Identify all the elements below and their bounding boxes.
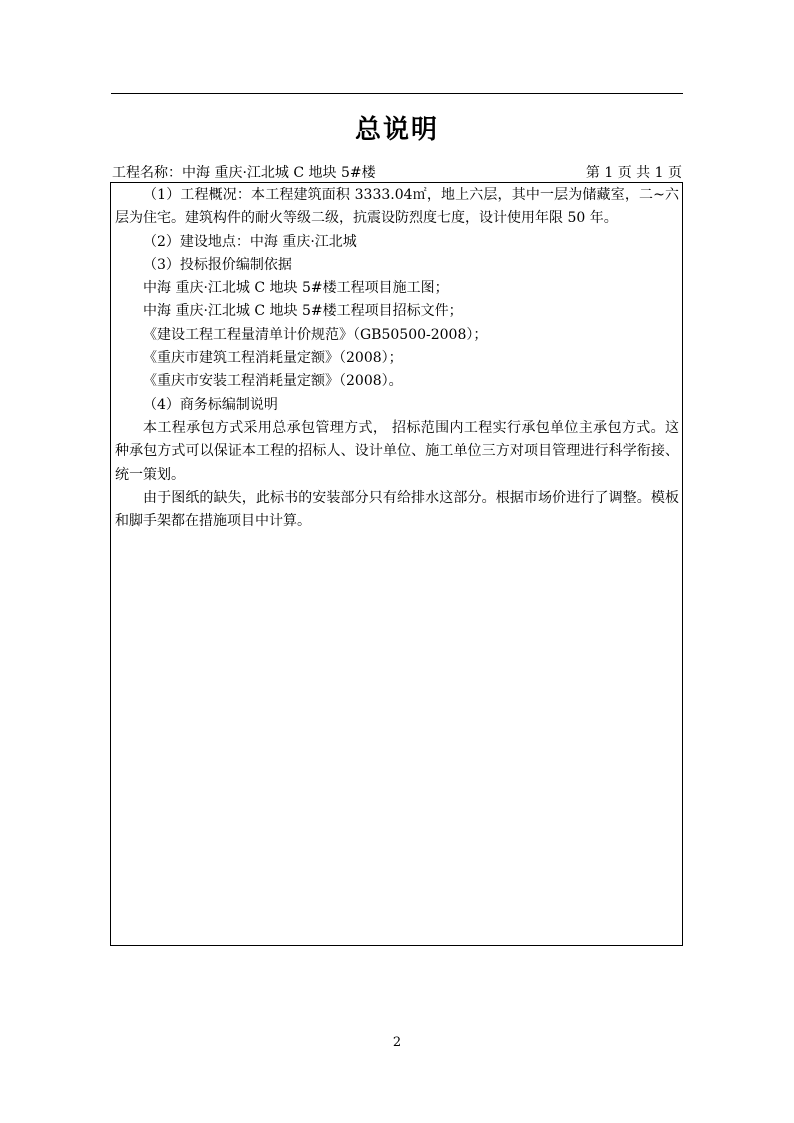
project-name: 中海 重庆·江北城 C 地块 5#楼 [182, 165, 376, 181]
paragraph-basis-heading: （3）投标报价编制依据 [143, 256, 292, 273]
paragraph-contract-mode: 本工程承包方式采用总承包管理方式， 招标范围内工程实行承包单位主承包方式。这种承包方式可以保证本工程的招标人、设计单位、施工单位三方对项目管理进行科学衔接、统一策划。 [115, 419, 679, 483]
page-number: 2 [392, 1035, 402, 1050]
paragraph-basis-building-quota: 《重庆市建筑工程消耗量定额》（2008）； [143, 350, 403, 367]
paragraph-overview: （1）工程概况：本工程建筑面积 3333.04㎡，地上六层，其中一层为储藏室，二~六层为住宅。建筑构件的耐火等级二级，抗震设防烈度七度，设计使用年限 50 年。 [115, 187, 679, 227]
project-info-row [112, 163, 682, 183]
paragraph-basis-install-quota: 《重庆市安装工程消耗量定额》（2008）。 [143, 373, 403, 390]
paragraph-basis-drawings: 中海 重庆·江北城 C 地块 5#楼工程项目施工图； [143, 280, 449, 297]
document-title: 总说明 [354, 115, 439, 145]
project-name-line [112, 163, 376, 183]
paragraph-location: （2）建设地点：中海 重庆·江北城 [143, 233, 357, 250]
description-body [115, 184, 679, 533]
paragraph-commercial-heading: （4）商务标编制说明 [143, 396, 278, 413]
paragraph-scope-note: 由于图纸的缺失，此标书的安装部分只有给排水这部分。根据市场价进行了调整。模板和脚手架都在措施项目中计算。 [115, 489, 679, 530]
header-rule [111, 93, 683, 94]
paragraph-basis-tender: 中海 重庆·江北城 C 地块 5#楼工程项目招标文件； [143, 303, 463, 320]
page-info: 第 1 页 共 1 页 [585, 165, 682, 181]
paragraph-basis-code: 《建设工程工程量清单计价规范》（GB50500-2008）； [143, 326, 488, 343]
project-label: 工程名称： [112, 165, 182, 181]
